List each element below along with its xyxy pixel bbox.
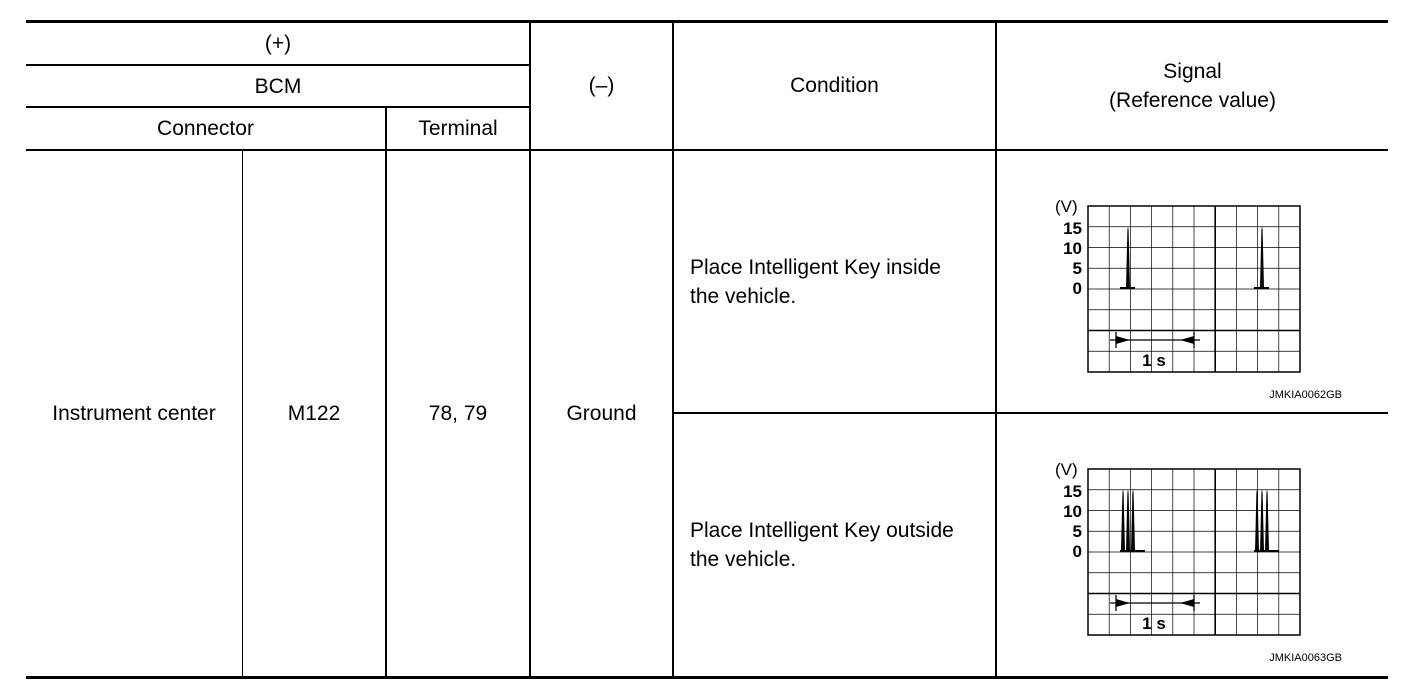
waveform-y-label-0: 0 bbox=[1072, 542, 1082, 561]
waveform-inside bbox=[1052, 192, 1352, 402]
condition-outside-line1: Place Intelligent Key outside bbox=[690, 519, 954, 542]
voltage-pulse bbox=[1260, 489, 1264, 551]
header-connector: Connector bbox=[157, 117, 254, 140]
time-span-marker bbox=[1110, 595, 1200, 611]
time-arrow-left bbox=[1180, 599, 1194, 607]
waveform-y-label-5: 5 bbox=[1072, 522, 1082, 541]
waveform-code: JMKIA0062GB bbox=[1269, 389, 1342, 401]
voltage-pulse bbox=[1126, 489, 1130, 551]
waveform-code: JMKIA0063GB bbox=[1269, 652, 1342, 664]
condition-inside-line1: Place Intelligent Key inside bbox=[690, 255, 941, 279]
header-terminal: Terminal bbox=[418, 117, 498, 140]
header-signal-line2: (Reference value) bbox=[1109, 88, 1276, 112]
header-plus: (+) bbox=[264, 31, 292, 55]
header-bcm: BCM bbox=[254, 74, 302, 98]
condition-outside bbox=[674, 414, 995, 676]
waveform-y-label-10: 10 bbox=[1063, 502, 1082, 521]
header-condition: Condition bbox=[790, 74, 879, 97]
voltage-pulse bbox=[1131, 489, 1135, 551]
time-span-marker bbox=[1110, 332, 1200, 348]
condition-inside bbox=[674, 151, 995, 412]
condition-outside-line2: the vehicle. bbox=[690, 548, 797, 571]
header-minus: (–) bbox=[588, 74, 615, 97]
table-bottom-border bbox=[26, 676, 1388, 679]
connector-name: Instrument center bbox=[52, 402, 216, 425]
time-arrow-right bbox=[1116, 336, 1130, 344]
waveform-pulses bbox=[1120, 226, 1269, 288]
voltage-pulse bbox=[1255, 489, 1259, 551]
connector-id: M122 bbox=[287, 402, 341, 425]
condition-inside-line2: the vehicle. bbox=[690, 284, 797, 308]
voltage-pulse bbox=[1121, 489, 1125, 551]
waveform-unit-label: (V) bbox=[1055, 460, 1078, 479]
voltage-pulse bbox=[1126, 226, 1130, 288]
waveform-outside bbox=[1052, 455, 1352, 665]
terminal-number: 78, 79 bbox=[428, 402, 488, 425]
header-signal bbox=[997, 22, 1388, 149]
time-arrow-right bbox=[1116, 599, 1130, 607]
time-arrow-left bbox=[1180, 336, 1194, 344]
waveform-y-label-15: 15 bbox=[1063, 482, 1082, 501]
waveform-y-label-15: 15 bbox=[1063, 219, 1082, 238]
waveform-y-label-10: 10 bbox=[1063, 239, 1082, 258]
waveform-unit-label: (V) bbox=[1055, 197, 1078, 216]
waveform-y-label-5: 5 bbox=[1072, 259, 1082, 278]
minus-ground: Ground bbox=[566, 402, 637, 425]
header-signal-line1: Signal bbox=[1163, 59, 1222, 83]
waveform-time-label: 1 s bbox=[1142, 614, 1166, 633]
waveform-time-label: 1 s bbox=[1142, 351, 1166, 370]
voltage-pulse bbox=[1265, 489, 1269, 551]
voltage-pulse bbox=[1260, 226, 1264, 288]
waveform-pulses bbox=[1120, 489, 1279, 551]
waveform-y-label-0: 0 bbox=[1072, 279, 1082, 298]
